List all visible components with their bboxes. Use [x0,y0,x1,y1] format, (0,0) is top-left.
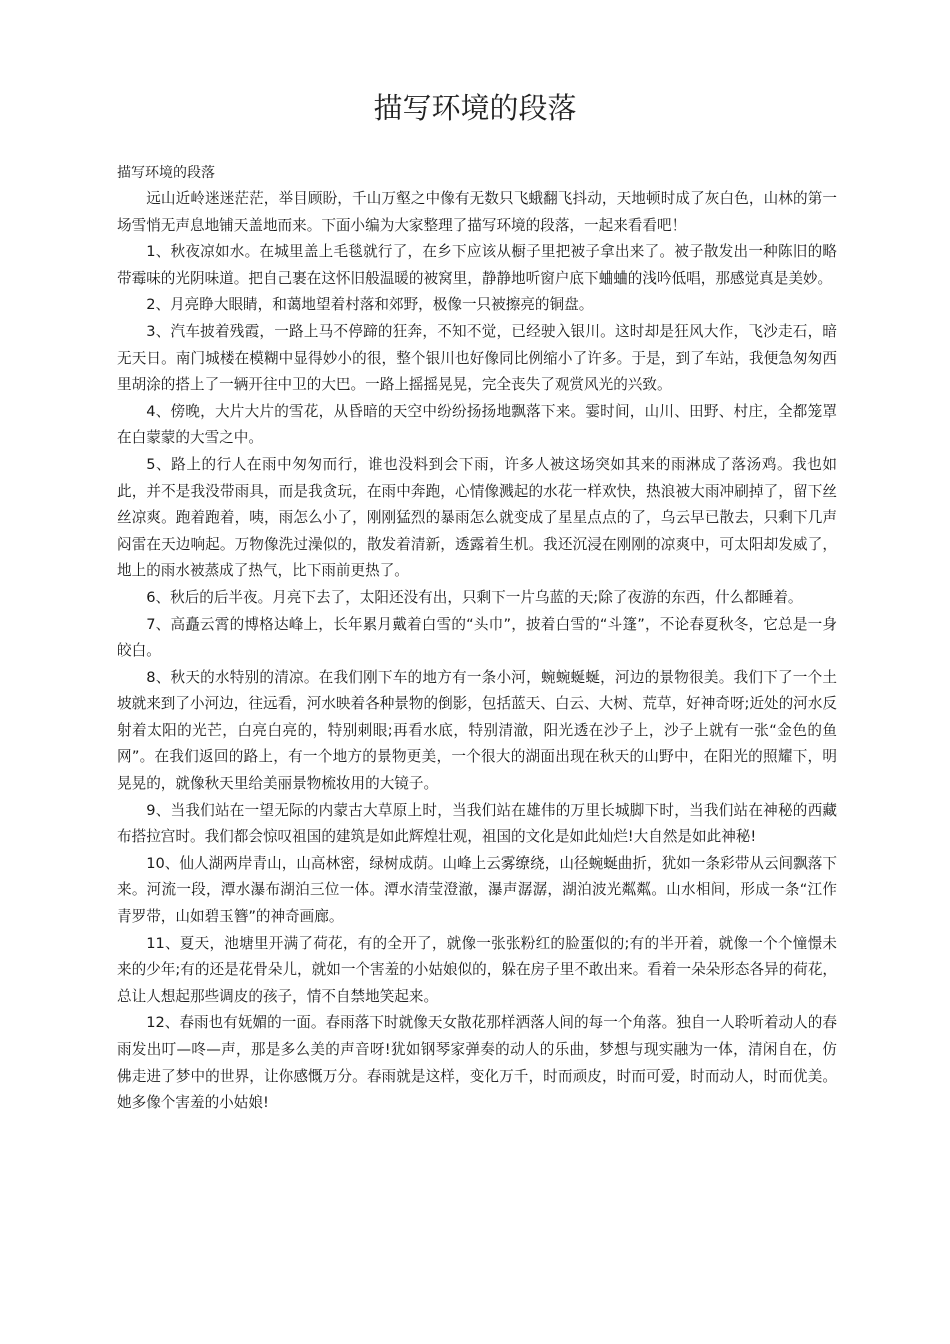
intro-paragraph: 远山近岭迷迷茫茫，举目顾盼，千山万壑之中像有无数只飞蛾翻飞抖动，天地顿时成了灰白色，山林的第一场雪悄无声息地铺天盖地而来。下面小编为大家整理了描写环境的段落，一起来看看吧！ [117,190,837,234]
paragraph-3: 3、汽车披着残霞，一路上马不停蹄的狂奔，不知不觉，已经驶入银川。这时却是狂风大作，飞沙走石，暗无天日。南门城楼在模糊中显得妙小的很，整个银川也好像同比例缩小了许多。于是，到了车站，我便急匆匆西里胡涂的搭上了一辆开往中卫的大巴。一路上摇摇晃晃，完全丧失了观赏风光的兴致。 [117,322,837,394]
paragraph-4: 4、傍晚，大片大片的雪花，从昏暗的天空中纷纷扬扬地飘落下来。霎时间，山川、田野、村庄，全都笼罩在白蒙蒙的大雪之中。 [117,402,837,447]
paragraph-2: 2、月亮睁大眼睛，和蔼地望着村落和郊野，极像一只被擦亮的铜盘。 [146,296,594,314]
paragraph-7: 7、高矗云霄的博格达峰上，长年累月戴着白雪的“头巾”，披着白雪的“斗篷”，不论春夏秋冬，它总是一身皎白。 [117,615,837,660]
paragraph-5: 5、路上的行人在雨中匆匆而行，谁也没料到会下雨，许多人被这场突如其来的雨淋成了落汤鸡。我也如此，并不是我没带雨具，而是我贪玩，在雨中奔跑，心情像溅起的水花一样欢快，热浪被大雨冲刷掉了，留下丝丝凉爽。跑着跑着，咦，雨怎么小了，刚刚猛烈的暴雨怎么就变成了星星点点的了，乌云早已散去，只剩下几声闷雷在天边响起。万物像洗过澡似的，散发着清新，透露着生机。我还沉浸在刚刚的凉爽中，可太阳却发威了，地上的雨水被蒸成了热气，比下雨前更热了。 [117,455,837,580]
paragraph-9: 9、当我们站在一望无际的内蒙古大草原上时，当我们站在雄伟的万里长城脚下时，当我们站在神秘的西藏布搭拉宫时。我们都会惊叹祖国的建筑是如此辉煌壮观，祖国的文化是如此灿烂!大自然是如此神秘! [117,801,837,846]
page-title: 描写环境的段落 [373,91,577,125]
paragraph-6: 6、秋后的后半夜。月亮下去了，太阳还没有出，只剩下一片乌蓝的天;除了夜游的东西，什么都睡着。 [146,588,803,606]
document-subtitle: 描写环境的段落 [117,165,215,181]
paragraph-10: 10、仙人湖两岸青山，山高林密，绿树成荫。山峰上云雾缭绕，山径蜿蜒曲折，犹如一条彩带从云间飘落下来。河流一段，潭水瀑布湖泊三位一体。潭水清莹澄澈，瀑声潺潺，湖泊波光粼粼。山水相间，形成一条“江作青罗带，山如碧玉簪”的神奇画廊。 [117,854,837,926]
paragraph-11: 11、夏天，池塘里开满了荷花，有的全开了，就像一张张粉红的脸蛋似的;有的半开着，就像一个个憧憬未来的少年;有的还是花骨朵儿，就如一个害羞的小姑娘似的，躲在房子里不敢出来。看着一朵朵形态各异的荷花，总让人想起那些调皮的孩子，情不自禁地笑起来。 [117,934,838,1005]
paragraph-1: 1、秋夜凉如水。在城里盖上毛毯就行了，在乡下应该从橱子里把被子拿出来了。被子散发出一种陈旧的略带霉味的光阴味道。把自己裹在这怀旧般温暖的被窝里，静静地听窗户底下蛐蛐的浅吟低唱，那感觉真是美妙。 [117,243,837,287]
paragraph-12: 12、春雨也有妩媚的一面。春雨落下时就像天女散花那样洒落人间的每一个角落。独自一人聆听着动人的春雨发出叮—咚—声，那是多么美的声音呀!犹如钢琴家弹奏的动人的乐曲，梦想与现实融为一体，清闲自在，仿佛走进了梦中的世界，让你感慨万分。春雨就是这样，变化万千，时而顽皮，时而可爱，时而动人，时而优美。她多像个害羞的小姑娘! [117,1014,837,1112]
document-body [117,160,837,1117]
paragraph-8: 8、秋天的水特别的清凉。在我们刚下车的地方有一条小河，蜿蜿蜒蜒，河边的景物很美。我们下了一个土坡就来到了小河边，往远看，河水映着各种景物的倒影，包括蓝天、白云、大树、荒草，好神奇呀;近处的河水反射着太阳的光芒，白亮白亮的，特别刺眼;再看水底，特别清澈，阳光透在沙子上，沙子上就有一张“金色的鱼网”。在我们返回的路上，有一个地方的景物更美，一个很大的湖面出现在秋天的山野中，在阳光的照耀下，明晃晃的，就像秋天里给美丽景物梳妆用的大镜子。 [117,668,838,793]
